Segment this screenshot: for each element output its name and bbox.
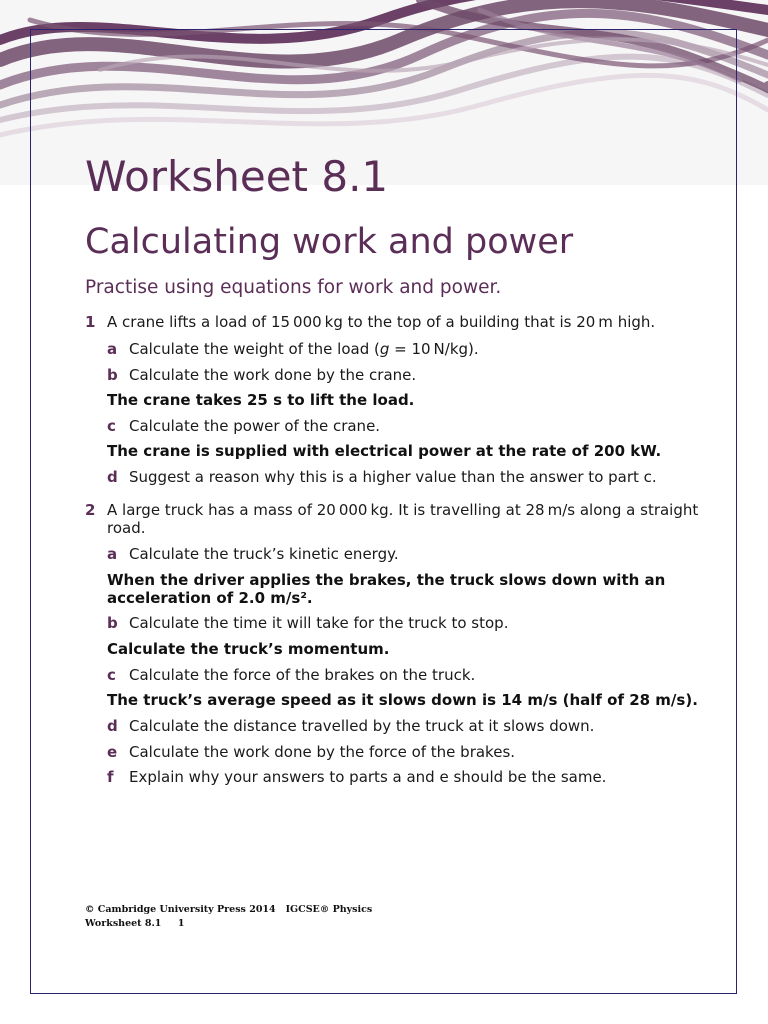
- part-text: Calculate the time it will take for the truck to stop.: [129, 614, 509, 632]
- part-text: Calculate the work done by the crane.: [129, 366, 417, 384]
- part-label: c: [107, 417, 116, 435]
- part-label: b: [107, 366, 118, 384]
- part-label: d: [107, 468, 118, 486]
- part-text: Calculate the work done by the force of the brakes.: [129, 743, 516, 761]
- question-text: A crane lifts a load of 15 000 kg to the top of a building that is 20 m high.: [107, 313, 656, 331]
- worksheet-subtitle: Calculating work and power: [85, 222, 574, 262]
- info-text: The crane is supplied with electrical power at the rate of 200 kW.: [107, 442, 662, 460]
- worksheet-title: Worksheet 8.1: [85, 152, 389, 201]
- part-label: a: [107, 340, 118, 358]
- part-label: b: [107, 614, 118, 632]
- part-label: e: [107, 743, 118, 761]
- worksheet-intro: Practise using equations for work and power.: [85, 277, 502, 298]
- part-text: Calculate the truck’s kinetic energy.: [129, 545, 399, 563]
- part-text: Explain why your answers to parts a and e should be the same.: [129, 768, 607, 786]
- part-label: f: [107, 768, 114, 786]
- part-label: a: [107, 545, 118, 563]
- question-number: 1: [85, 313, 96, 331]
- question-text: A large truck has a mass of 20 000 kg. It is travelling at 28 m/s along a straight road.: [107, 501, 699, 537]
- part-text: Suggest a reason why this is a higher value than the answer to part c.: [129, 468, 657, 486]
- info-text: When the driver applies the brakes, the truck slows down with an acceleration of 2.0 m/s².: [107, 571, 666, 607]
- part-label: d: [107, 717, 118, 735]
- footer-copyright: © Cambridge University Press 2014 IGCSE® Physics: [85, 904, 373, 915]
- footer-page-info: Worksheet 8.1 1: [85, 918, 185, 929]
- part-text: Calculate the weight of the load (g = 10 N/kg).: [129, 340, 479, 358]
- part-label: c: [107, 666, 116, 684]
- info-text: Calculate the truck’s momentum.: [107, 640, 390, 658]
- part-text: Calculate the distance travelled by the truck at it slows down.: [129, 717, 595, 735]
- part-text: Calculate the power of the crane.: [129, 417, 381, 435]
- question-number: 2: [85, 501, 96, 519]
- part-text: Calculate the force of the brakes on the truck.: [129, 666, 476, 684]
- info-text: The crane takes 25 s to lift the load.: [107, 391, 415, 409]
- info-text: The truck’s average speed as it slows down is 14 m/s (half of 28 m/s).: [107, 691, 698, 709]
